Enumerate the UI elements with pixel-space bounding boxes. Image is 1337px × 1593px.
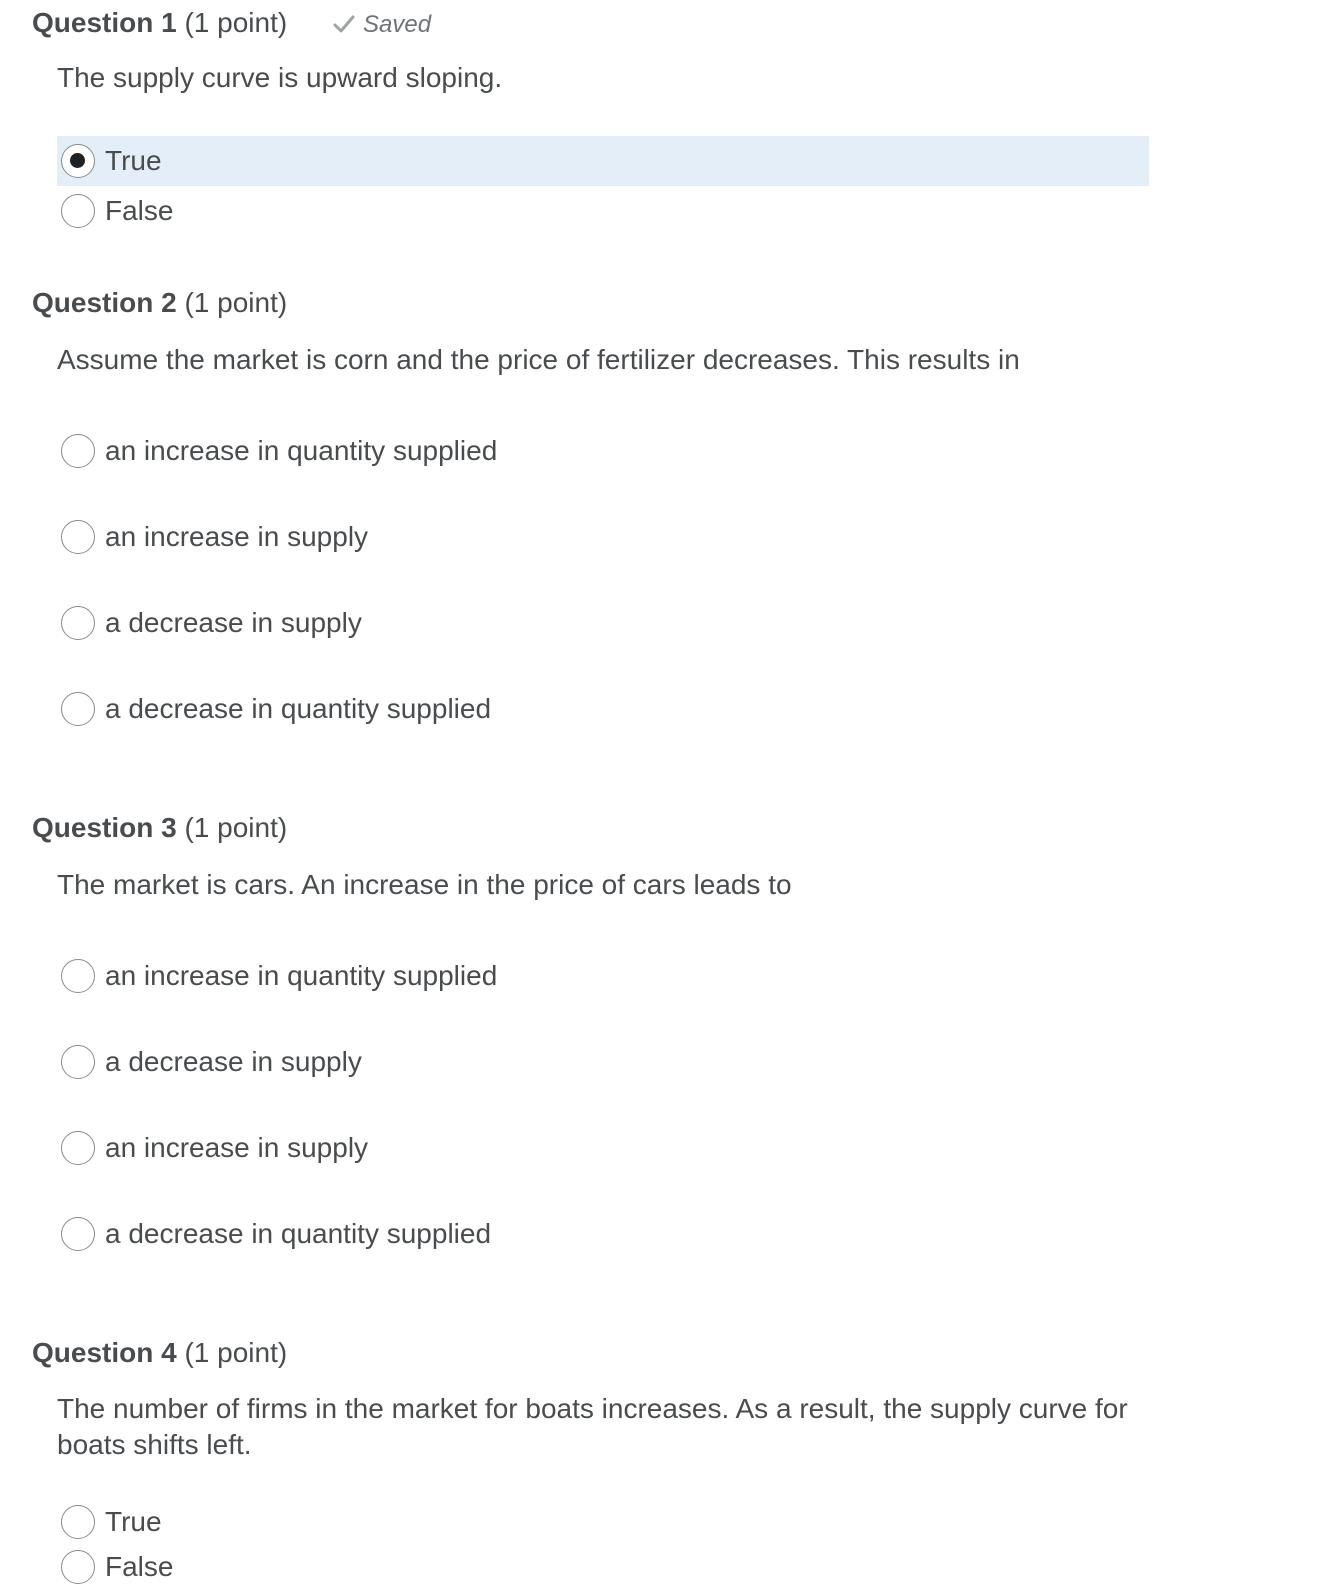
- radio-button[interactable]: [61, 1045, 95, 1079]
- radio-button[interactable]: [61, 1505, 95, 1539]
- question-2-prompt: Assume the market is corn and the price of fertilizer decreases. This results in: [57, 344, 1020, 375]
- question-1-option-false[interactable]: [57, 186, 1149, 236]
- radio-button[interactable]: [61, 1550, 95, 1584]
- question-points: (1 point): [184, 7, 288, 38]
- question-title: Question 4: [32, 1337, 177, 1368]
- question-1-option-true[interactable]: [57, 136, 1149, 186]
- radio-button[interactable]: [61, 606, 95, 640]
- question-2-header: [32, 285, 287, 321]
- option-label: True: [105, 1506, 162, 1537]
- option-label: False: [105, 1551, 174, 1582]
- option-label: an increase in supply: [105, 1132, 369, 1163]
- question-2-option-4[interactable]: [57, 684, 1149, 734]
- question-2-option-2[interactable]: [57, 512, 1149, 562]
- option-label: a decrease in quantity supplied: [105, 693, 492, 724]
- question-2-option-1[interactable]: [57, 426, 1149, 476]
- radio-button[interactable]: [61, 194, 95, 228]
- option-label: False: [105, 195, 174, 226]
- question-4-prompt: The number of firms in the market for boats increases. As a result, the supply curve for boats shifts left.: [57, 1393, 1128, 1460]
- radio-button[interactable]: [61, 1217, 95, 1251]
- question-1-header: [32, 5, 431, 41]
- radio-button[interactable]: [61, 1131, 95, 1165]
- question-1-prompt: The supply curve is upward sloping.: [57, 62, 503, 93]
- question-2-option-3[interactable]: [57, 598, 1149, 648]
- option-label: an increase in quantity supplied: [105, 435, 498, 466]
- option-label: a decrease in quantity supplied: [105, 1218, 492, 1249]
- radio-button[interactable]: [61, 692, 95, 726]
- option-label: an increase in supply: [105, 521, 369, 552]
- question-3-header: [32, 810, 287, 846]
- question-3-option-3[interactable]: [57, 1123, 1149, 1173]
- question-title: Question 2: [32, 287, 177, 318]
- question-points: (1 point): [184, 1337, 288, 1368]
- option-label: an increase in quantity supplied: [105, 960, 498, 991]
- saved-label: Saved: [362, 11, 432, 38]
- option-label: a decrease in supply: [105, 607, 362, 638]
- radio-button[interactable]: [61, 959, 95, 993]
- question-points: (1 point): [184, 812, 288, 843]
- option-label: True: [105, 145, 162, 176]
- radio-button[interactable]: [61, 434, 95, 468]
- option-label: a decrease in supply: [105, 1046, 362, 1077]
- question-4-option-true[interactable]: [57, 1497, 1149, 1547]
- question-4-header: [32, 1335, 287, 1371]
- question-3-option-2[interactable]: [57, 1037, 1149, 1087]
- question-3-prompt: The market is cars. An increase in the price of cars leads to: [57, 869, 792, 900]
- radio-button[interactable]: [61, 520, 95, 554]
- question-points: (1 point): [184, 287, 288, 318]
- question-4-option-false[interactable]: [57, 1542, 1149, 1592]
- question-title: Question 3: [32, 812, 177, 843]
- saved-status: [333, 7, 431, 43]
- radio-button[interactable]: [61, 144, 95, 178]
- question-3-option-4[interactable]: [57, 1209, 1149, 1259]
- question-title: Question 1: [32, 7, 177, 38]
- checkmark-icon: [333, 14, 355, 34]
- question-3-option-1[interactable]: [57, 951, 1149, 1001]
